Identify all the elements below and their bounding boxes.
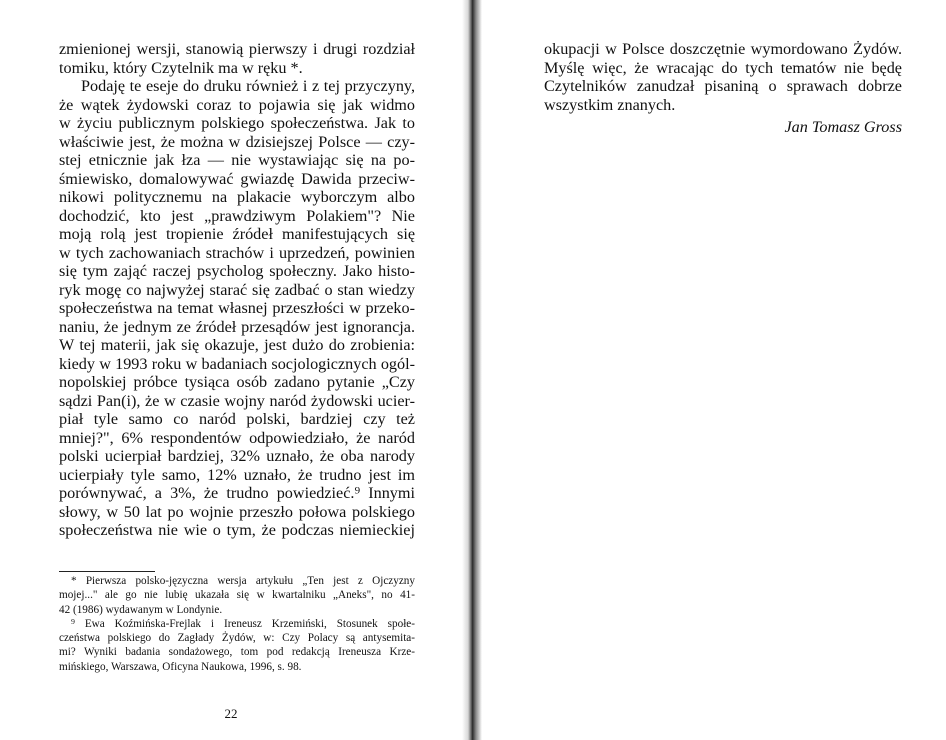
right-page [482,0,946,740]
text-line: tomiku, który Czytelnik ma w ręku *. [59,58,303,77]
text-line: mniej?", 6% respondentów odpowiedziało, że naród [59,428,415,447]
text-line: ucierpiały tyle samo, 12% uznało, że trudno jest im [59,465,415,484]
footnote-line: ⁹ Ewa Koźmińska-Frejlak i Ireneusz Krzemiński, Stosunek społe- [71,617,415,630]
footnote-divider [59,571,155,572]
text-line: dochodzić, kto jest „prawdziwym Polakiem"? Nie [59,206,415,225]
text-line: wszystkim znanych. [544,95,676,114]
footnotes [59,574,415,674]
text-line: W tej materii, jak się okazuje, jest dużo do zrobienia: [59,336,415,354]
footnote-line: mińskiego, Warszawa, Oficyna Naukowa, 1996, s. 98. [59,660,302,673]
text-line: stej etnicznie jak łza — nie wystawiając się na po- [59,151,415,169]
author-signature: Jan Tomasz Gross [784,118,902,136]
footnote-line: czeństwa polskiego do Zagłady Żydów, w: Czy Polacy są antysemita- [59,632,415,645]
text-line: Podaję te eseje do druku również i z tej przyczyny, [81,77,415,95]
text-line: śmiewisko, domalowywać gwiazdę Dawida przeciw- [59,169,415,188]
text-line: społeczeństwa na temat własnej przeszłości w przeko- [59,299,415,317]
text-line: naniu, że jednym ze źródeł przesądów jest ignorancja. [59,317,415,336]
left-page [0,0,462,740]
text-line: piał tyle samo co naród polski, bardziej czy też [59,410,415,428]
text-line: porównywać, a 3%, że trudno powiedzieć.⁹ Innymi [59,484,415,502]
text-line: Czytelników zanudzał pisaniną o sprawach dobrze [544,77,902,95]
right-body-text [544,40,902,114]
text-line: że wątek żydowski coraz to pojawia się jak widmo [59,95,415,114]
footnote-line: mojej..." ale go nie lubię ukazała się w kwartalniku „Aneks", no 41- [59,589,415,602]
text-line: nikowi politycznemu na plakacie wyborczym albo [59,188,415,206]
text-line: nopolskiej próbce tysiąca osób zadano pytanie „Czy [59,373,415,391]
page-number: 22 [224,706,238,721]
text-line: się tym zająć raczej psycholog społeczny. Jako histo- [59,262,415,280]
book-gutter [462,0,482,740]
text-line: polski ucierpiał bardziej, 32% uznało, że oba narody [59,447,415,465]
text-line: moją rolą jest tropienie źródeł manifestujących się [59,225,415,243]
text-line: zmienionej wersji, stanowią pierwszy i drugi rozdział [59,40,415,58]
text-line: Myślę więc, że wracając do tych tematów nie będę [544,58,902,77]
footnote-line: 42 (1986) wydawanym w Londynie. [59,603,223,616]
text-line: okupacji w Polsce doszczętnie wymordowano Żydów. [544,40,902,58]
text-line: słowy, w 50 lat po wojnie przeszło połowa polskiego [59,502,415,521]
text-line: w życiu publicznym polskiego społeczeństwa. Jak to [59,114,415,132]
text-line: kiedy w 1993 roku w badaniach socjologicznych ogól- [59,354,415,373]
text-line: sądzi Pan(i), że w czasie wojny naród żydowski ucier- [59,391,415,410]
text-line: w tych zachowaniach strachów i uprzedzeń, powinien [59,243,415,262]
text-line: ryk mogę co najwyżej starać się zadbać o stan wiedzy [59,280,415,299]
left-body-text [59,40,415,540]
text-line: społeczeństwa nie wie o tym, że podczas niemieckiej [59,521,415,539]
text-line: właściwie jest, że można w dzisiejszej Polsce — czy- [59,132,415,151]
footnote-line: * Pierwsza polsko-języczna wersja artykułu „Ten jest z Ojczyzny [71,575,415,587]
footnote-line: mi? Wyniki badania sondażowego, tom pod redakcją Ireneusza Krze- [59,646,415,659]
